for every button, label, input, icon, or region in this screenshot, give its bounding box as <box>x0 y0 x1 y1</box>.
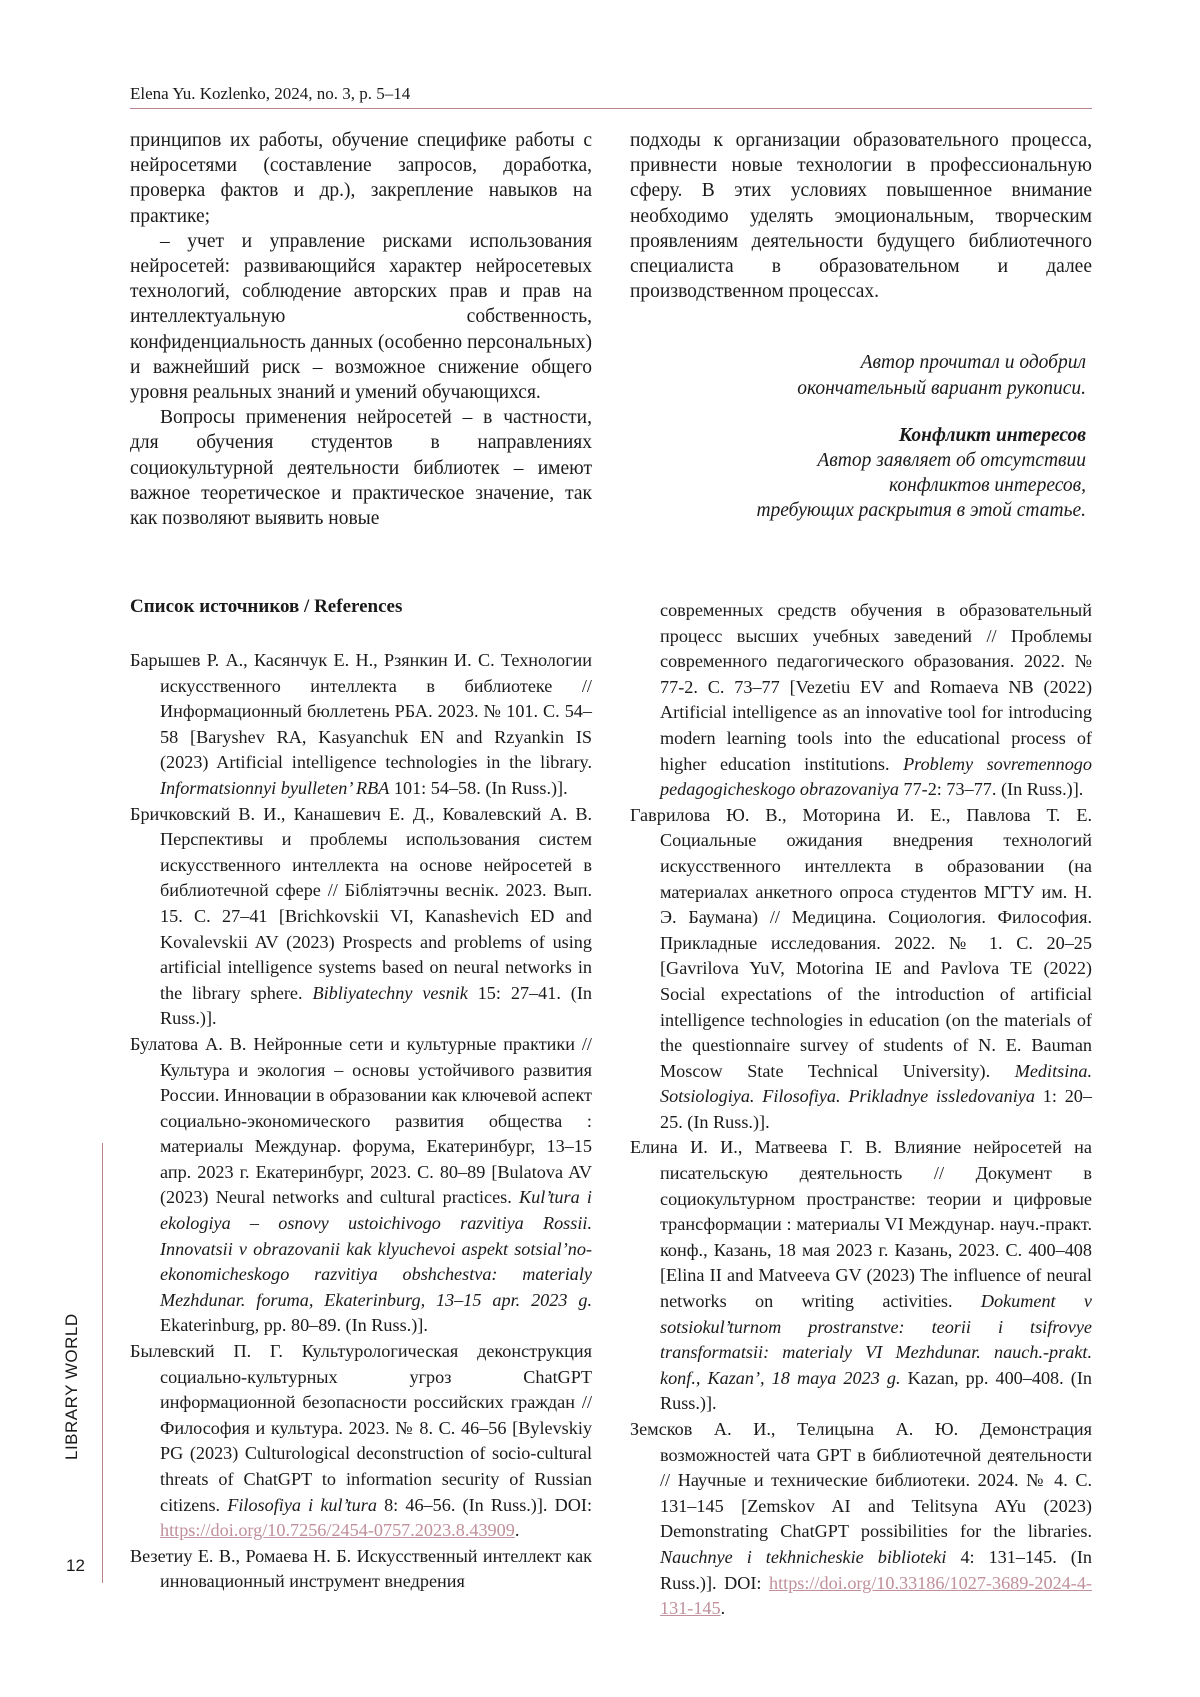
reference-entry <box>130 1339 592 1544</box>
reference-text: . <box>515 1520 520 1540</box>
references-title: Список источников / References <box>130 596 402 618</box>
reference-text: 77-2: 73–77. (In Russ.)]. <box>899 779 1083 799</box>
reference-source-title: Bibliyatechny vesnik <box>312 983 467 1003</box>
reference-source-title: Informatsionnyi byulleten’ RBA <box>160 778 389 798</box>
reference-text: Елина И. И., Матвеева Г. В. Влияние нейросетей на писательскую деятельность // Документ в социокультурном пространстве: теории и цифровые трансформации : материалы VI Междунар. науч.-практ. конф., Казань, 18 мая 2023 г. Казань, 2023. С. 400–408 [Elina II and Matveeva GV (2023) The influence of neural networks on writing activities. <box>630 1137 1092 1311</box>
conflict-line: Автор заявляет об отсутствии <box>630 448 1092 473</box>
reference-text: Былевский П. Г. Культурологическая деконструкция социально-культурных угроз ChatGPT информационной безопасности российских граждан // Философия и культура. 2023. № 8. С. 46–56 [Bylevskiy PG (2023) Culturological deconstruction of socio-cultural threats of ChatGPT to information security of Russian citizens. <box>130 1341 592 1515</box>
reference-source-title: Dokument v sotsiokul’turnom prostranstve: teorii i tsifrovye transformatsii: materialy VI Mezhdunar. nauch.-prakt. konf., Kazan’, 18 maya 2023 g. <box>660 1291 1092 1388</box>
doi-link[interactable]: https://doi.org/10.33186/1027-3689-2024-4-131-145 <box>660 1573 1092 1619</box>
reference-entry <box>130 802 592 1032</box>
body-column-right <box>630 128 1092 524</box>
reference-entry <box>130 1032 592 1339</box>
reference-text: . <box>721 1598 726 1618</box>
body-column-left <box>130 128 592 531</box>
conflict-title: Конфликт интересов <box>630 423 1092 448</box>
reference-text: Барышев Р. А., Касянчук Е. Н., Рзянкин И. С. Технологии искусственного интеллекта в библиотеке // Информационный бюллетень РБА. 2023. № 101. С. 54–58 [Baryshev RA, Kasyanchuk EN and Rzyankin IS (2023) Artificial intelligence technologies in the library. <box>130 650 592 772</box>
author-approval-note <box>630 350 1092 400</box>
reference-entry <box>630 598 1092 803</box>
reference-source-title: Filosofiya i kul’tura <box>227 1495 377 1515</box>
reference-text: Kazan, pp. 400–408. (In Russ.)]. <box>660 1368 1092 1414</box>
body-paragraph: подходы к организации образовательного процесса, привнести новые технологии в профессиональную сферу. В этих условиях повышенное внимание необходимо уделять эмоциональным, творческим проявлениям деятельности будущего библиотечного специалиста в образовательном и далее производственном процессах. <box>630 128 1092 304</box>
reference-text: 101: 54–58. (In Russ.)]. <box>389 778 567 798</box>
reference-source-title: Kul’tura i ekologiya – osnovy ustoichivogo razvitiya Rossii. Innovatsii v obrazovanii kak klyuchevoi aspekt sotsial’no-ekonomicheskogo razvitiya obshchestva: materialy Mezhdunar. foruma, Ekaterinburg, 13–15 apr. 2023 g. <box>160 1187 592 1309</box>
reference-entry <box>630 1135 1092 1417</box>
reference-entry <box>130 648 592 802</box>
reference-source-title: Problemy sovremennogo pedagogicheskogo obrazovaniya <box>660 754 1092 800</box>
journal-name: LIBRARY WORLD <box>62 1313 82 1460</box>
reference-text: 1: 20–25. (In Russ.)]. <box>660 1086 1092 1132</box>
reference-text: Гаврилова Ю. В., Моторина И. Е., Павлова Т. Е. Социальные ожидания внедрения технологий искусственного интеллекта в образовании (на материалах анкетного опроса студентов МГТУ им. Н. Э. Баумана) // Медицина. Социология. Философия. Прикладные исследования. 2022. № 1. С. 20–25 [Gavrilova YuV, Motorina IE and Pavlova TE (2022) Social expectations of the introduction of artificial intelligence technologies in education (on the materials of the questionnaire survey of students of N. E. Bauman Moscow State Technical University). <box>630 805 1092 1081</box>
reference-text: Ekaterinburg, pp. 80–89. (In Russ.)]. <box>160 1315 428 1335</box>
reference-text: Земсков А. И., Телицына А. Ю. Демонстрация возможностей чата GPT в библиотечной деятельности // Научные и технические библиотеки. 2024. № 4. С. 131–145 [Zemskov AI and Telitsyna AYu (2023) Demonstrating ChatGPT possibilities for the libraries. <box>630 1419 1092 1541</box>
references-column-left <box>130 648 592 1595</box>
page-number: 12 <box>66 1556 85 1576</box>
conflict-of-interest-note <box>630 423 1092 524</box>
body-paragraph: принципов их работы, обучение специфике работы с нейросетями (составление запросов, доработка, проверка фактов и др.), закрепление навыков на практике; <box>130 128 592 229</box>
doi-link[interactable]: https://doi.org/10.7256/2454-0757.2023.8.43909 <box>160 1520 515 1540</box>
side-rule <box>102 1143 103 1583</box>
reference-text: Везетиу Е. В., Ромаева Н. Б. Искусственный интеллект как инновационный инструмент внедрения <box>130 1546 592 1592</box>
reference-entry <box>130 1544 592 1595</box>
running-header: Elena Yu. Kozlenko, 2024, no. 3, p. 5–14 <box>130 84 410 104</box>
reference-text: Бричковский В. И., Канашевич Е. Д., Ковалевский А. В. Перспективы и проблемы использования систем искусственного интеллекта на основе нейросетей в библиотечной сфере // Бібліятэчны веснік. 2023. Вып. 15. С. 27–41 [Brichkovskii VI, Kanashevich ED and Kovalevskii AV (2023) Prospects and problems of using artificial intelligence systems based on neural networks in the library sphere. <box>130 804 592 1003</box>
reference-text: современных средств обучения в образовательный процесс высших учебных заведений // Проблемы современного педагогического образования. 2022. № 77-2. С. 73–77 [Vezetiu EV and Romaeva NB (2022) Artificial intelligence as an innovative tool for introducing modern learning tools into the educational process of higher education institutions. <box>660 600 1092 774</box>
reference-text: Булатова А. В. Нейронные сети и культурные практики // Культура и экология – основы устойчивого развития России. Инновации в образовании как ключевой аспект социально-экономического развития общества : материалы Междунар. форума, Екатеринбург, 13–15 апр. 2023 г. Екатеринбург, 2023. С. 80–89 [Bulatova AV (2023) Neural networks and cultural practices. <box>130 1034 592 1208</box>
reference-entry <box>630 1417 1092 1622</box>
body-paragraph: – учет и управление рисками использования нейросетей: развивающийся характер нейросетевых технологий, соблюдение авторских прав и прав на интеллектуальную собственность, конфиденциальность данных (особенно персональных) и важнейший риск – возможное снижение общего уровня реальных знаний и умений обучающихся. <box>130 229 592 405</box>
reference-text: 4: 131–145. (In Russ.)]. DOI: <box>660 1547 1092 1593</box>
references-column-right <box>630 598 1092 1622</box>
body-paragraph: Вопросы применения нейросетей – в частности, для обучения студентов в направлениях социокультурной деятельности библиотек – имеют важное теоретическое и практическое значение, так как позволяют выявить новые <box>130 405 592 531</box>
approval-line: Автор прочитал и одобрил <box>630 350 1092 375</box>
approval-line: окончательный вариант рукописи. <box>630 376 1092 401</box>
reference-source-title: Meditsina. Sotsiologiya. Filosofiya. Prikladnye issledovaniya <box>660 1061 1092 1107</box>
reference-entry <box>630 803 1092 1136</box>
reference-source-title: Nauchnye i tekhnicheskie biblioteki <box>660 1547 946 1567</box>
reference-text: 15: 27–41. (In Russ.)]. <box>160 983 592 1029</box>
conflict-line: требующих раскрытия в этой статье. <box>630 498 1092 523</box>
reference-text: 8: 46–56. (In Russ.)]. DOI: <box>377 1495 592 1515</box>
header-rule <box>130 108 1092 109</box>
conflict-line: конфликтов интересов, <box>630 473 1092 498</box>
